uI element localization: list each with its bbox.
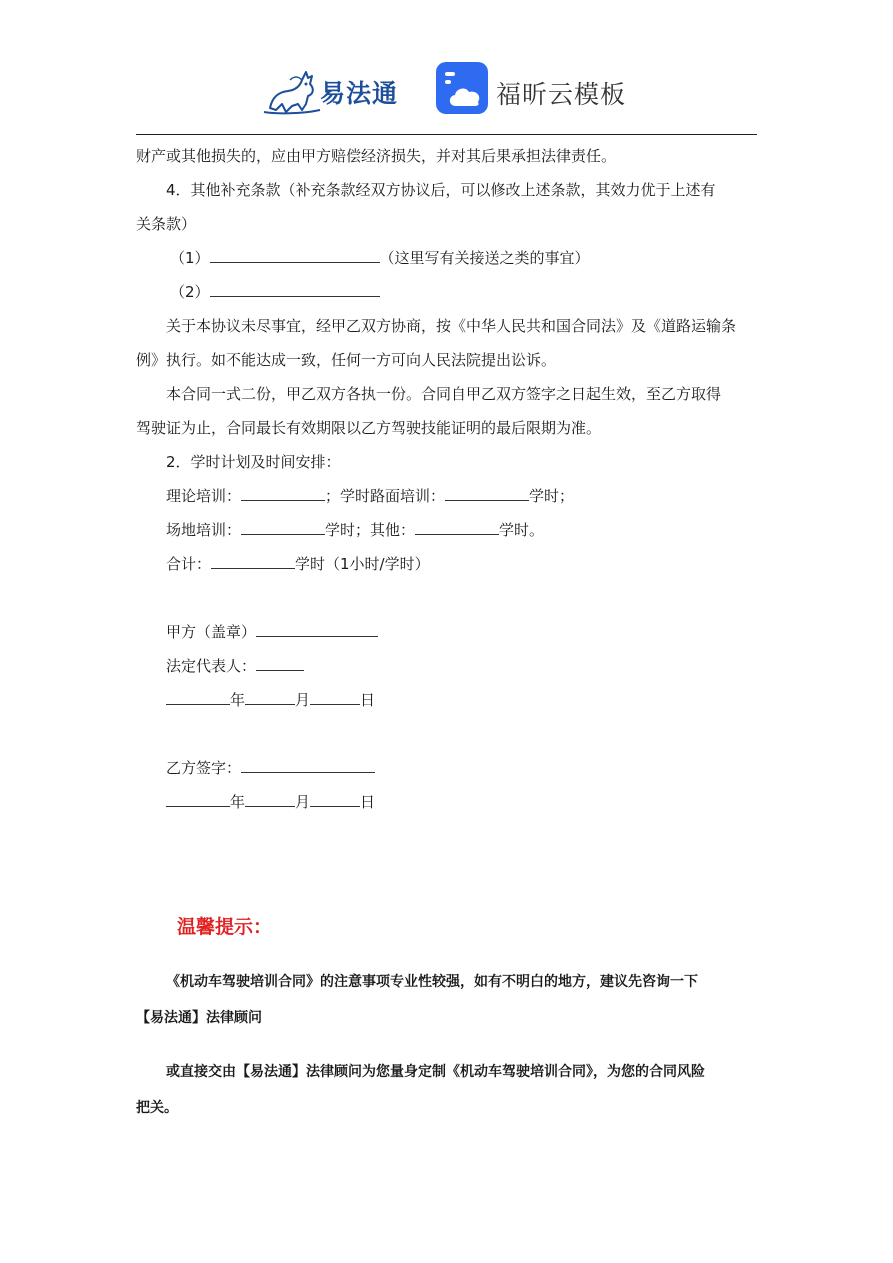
signature-blank[interactable] xyxy=(256,656,304,671)
page-header xyxy=(0,58,893,124)
signature-blank[interactable] xyxy=(241,758,375,773)
study-hours-total: 合计： 学时（1小时/学时） xyxy=(166,555,430,573)
yifatong-brand-text: 易法通 xyxy=(320,79,399,108)
day-blank[interactable] xyxy=(310,690,360,705)
tip-paragraph-line: 《机动车驾驶培训合同》的注意事项专业性较强，如有不明白的地方，建议先咨询一下 xyxy=(166,974,698,990)
clause-note: （这里写有关接送之类的事宜） xyxy=(379,249,590,267)
foxit-cloud-icon xyxy=(436,62,488,114)
fill-in-blank[interactable] xyxy=(445,486,529,501)
header-divider xyxy=(136,134,757,135)
tip-paragraph-line: 或直接交由【易法通】法律顾问为您量身定制《机动车驾驶培训合同》，为您的合同风险 xyxy=(166,1064,705,1080)
section-heading: 2．学时计划及时间安排： xyxy=(166,453,341,471)
party-b-signature: 乙方签字： xyxy=(166,758,375,778)
yifatong-logo xyxy=(262,64,412,116)
month-blank[interactable] xyxy=(245,690,295,705)
foxit-brand-text: 福昕云模板 xyxy=(496,80,627,109)
month-blank[interactable] xyxy=(245,792,295,807)
paragraph-line: 财产或其他损失的，应由甲方赔偿经济损失，并对其后果承担法律责任。 xyxy=(136,147,617,165)
paragraph-line: 例》执行。如不能达成一致，任何一方可向人民法院提出讼诉。 xyxy=(136,351,557,369)
day-blank[interactable] xyxy=(310,792,360,807)
fill-in-blank[interactable] xyxy=(241,486,325,501)
tip-paragraph-line: 【易法通】法律顾问 xyxy=(136,1010,262,1026)
fill-in-blank[interactable] xyxy=(211,554,295,569)
signature-blank[interactable] xyxy=(256,622,378,637)
paragraph-line: 4．其他补充条款（补充条款经双方协议后，可以修改上述条款，其效力优于上述有 xyxy=(166,181,716,199)
paragraph-line: 关条款） xyxy=(136,215,197,233)
party-a-date: 年 月 日 xyxy=(166,690,375,710)
clause-number: （2） xyxy=(170,283,210,301)
paragraph-line: 驾驶证为止，合同最长有效期限以乙方驾驶技能证明的最后限期为准。 xyxy=(136,419,602,437)
clause-number: （1） xyxy=(170,249,210,267)
fill-in-blank[interactable] xyxy=(210,282,380,297)
fill-in-blank[interactable] xyxy=(415,520,499,535)
party-a-seal: 甲方（盖章） xyxy=(166,622,378,642)
study-hours-field: 场地培训： 学时；其他： 学时。 xyxy=(166,521,545,539)
warm-tips-title: 温馨提示： xyxy=(177,916,273,938)
tip-paragraph-line: 把关。 xyxy=(136,1100,178,1116)
paragraph-line: 本合同一式二份，甲乙双方各执一份。合同自甲乙双方签字之日起生效，至乙方取得 xyxy=(166,385,722,403)
year-blank[interactable] xyxy=(166,690,230,705)
unicorn-mascot-icon xyxy=(262,64,322,116)
fill-in-blank[interactable] xyxy=(241,520,325,535)
study-hours-theory: 理论培训： ；学时路面培训： 学时； xyxy=(166,487,575,505)
clause-item-1 xyxy=(170,248,590,268)
clause-item-2 xyxy=(170,282,380,302)
paragraph-line: 关于本协议未尽事宜，经甲乙双方协商，按《中华人民共和国合同法》及《道路运输条 xyxy=(166,317,737,335)
year-blank[interactable] xyxy=(166,792,230,807)
fill-in-blank[interactable] xyxy=(210,248,380,263)
party-b-date: 年 月 日 xyxy=(166,792,375,812)
legal-representative: 法定代表人： xyxy=(166,656,304,676)
